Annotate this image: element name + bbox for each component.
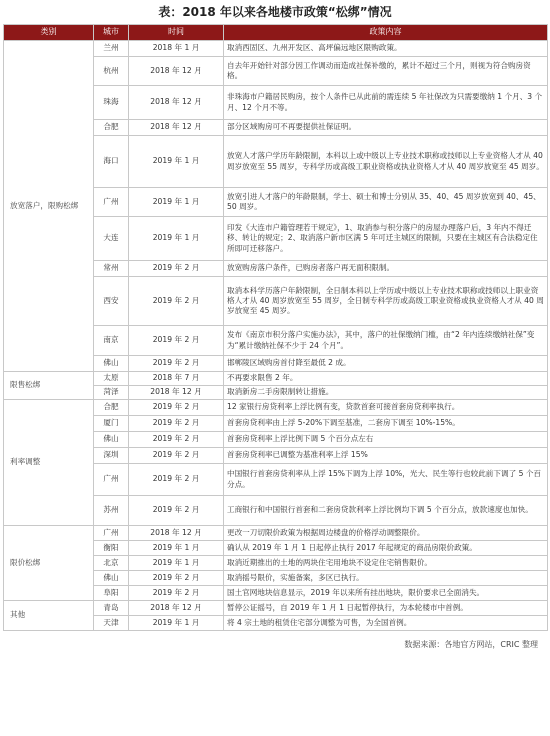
table-row — [4, 601, 548, 616]
city-cell: 厦门 — [94, 416, 129, 432]
content-cell: 取消西固区、九州开发区、高坪偏远地区限购政策。 — [224, 41, 548, 57]
content-cell: 非珠海市户籍居民购房，按个人条件已从此前的需连续 5 年社保改为只需要缴纳 1 个月、3 个月、12 个月不等。 — [224, 86, 548, 120]
city-cell: 太原 — [94, 372, 129, 386]
city-cell: 阜阳 — [94, 586, 129, 601]
category-cell: 其他 — [4, 601, 94, 631]
city-cell: 南京 — [94, 326, 129, 356]
city-cell: 合肥 — [94, 120, 129, 136]
table-header-row — [4, 25, 548, 41]
content-cell: 首套房贷利率上浮比例下调 5 个百分点左右 — [224, 432, 548, 448]
city-cell: 深圳 — [94, 448, 129, 464]
content-cell: 更改一刀切限价政策为根据周边楼盘的价格浮动调整限价。 — [224, 526, 548, 541]
city-cell: 佛山 — [94, 432, 129, 448]
city-cell: 广州 — [94, 188, 129, 217]
header-city: 城市 — [94, 25, 129, 41]
city-cell: 苏州 — [94, 496, 129, 526]
city-cell: 青岛 — [94, 601, 129, 616]
content-cell: 首套房贷利率已调整为基准利率上浮 15% — [224, 448, 548, 464]
content-cell: 放宽购房落户条件，已购房者落户再无面积限制。 — [224, 261, 548, 277]
time-cell: 2018 年 1 月 — [129, 41, 224, 57]
city-cell: 衡阳 — [94, 541, 129, 556]
city-cell: 菏泽 — [94, 386, 129, 400]
time-cell: 2019 年 2 月 — [129, 356, 224, 372]
data-source-note: 数据来源：各地官方网站，CRIC 整理 — [404, 640, 538, 649]
table-title: 表：2018 年以来各地楼市政策“松绑”情况 — [158, 5, 392, 19]
time-cell: 2019 年 1 月 — [129, 541, 224, 556]
header-content: 政策内容 — [224, 25, 548, 41]
city-cell: 西安 — [94, 277, 129, 326]
content-cell: 首套房贷利率由上浮 5-20%下调至基准，二套房下调至 10%-15%。 — [224, 416, 548, 432]
content-cell: 取消近期推出的土地的两块住宅用地块不设定住宅销售限价。 — [224, 556, 548, 571]
content-cell: 不再要求限售 2 年。 — [224, 372, 548, 386]
header-category: 类别 — [4, 25, 94, 41]
content-cell: 12 家银行房贷利率上浮比例有变，贷款首套可接首套房贷利率执行。 — [224, 400, 548, 416]
content-cell: 放宽人才落户学历年龄限制，本科以上或中级以上专业技术职称或技师以上专业资格人才从 40 周岁放宽至 55 周岁，专科学历或高级工职业资格或执业资格人才从 40 周岁放宽至 45 周岁。 — [224, 136, 548, 188]
time-cell: 2019 年 2 月 — [129, 261, 224, 277]
time-cell: 2019 年 1 月 — [129, 556, 224, 571]
table-row — [4, 400, 548, 416]
time-cell: 2018 年 12 月 — [129, 386, 224, 400]
city-cell: 兰州 — [94, 41, 129, 57]
time-cell: 2019 年 1 月 — [129, 188, 224, 217]
time-cell: 2019 年 2 月 — [129, 571, 224, 586]
category-cell: 利率调整 — [4, 400, 94, 526]
category-cell: 限价松绑 — [4, 526, 94, 601]
city-cell: 珠海 — [94, 86, 129, 120]
content-cell: 自去年开始针对部分因工作调动而造成社保补缴的，累计不超过三个月，则视为符合购房资格。 — [224, 57, 548, 86]
table-row — [4, 372, 548, 386]
city-cell: 广州 — [94, 464, 129, 496]
time-cell: 2019 年 2 月 — [129, 277, 224, 326]
content-cell: 部分区域购房可不再要提供社保证明。 — [224, 120, 548, 136]
city-cell: 北京 — [94, 556, 129, 571]
content-cell: 取消新房二手房限制转让措施。 — [224, 386, 548, 400]
policy-table — [3, 24, 548, 631]
time-cell: 2019 年 2 月 — [129, 432, 224, 448]
city-cell: 海口 — [94, 136, 129, 188]
table-row — [4, 41, 548, 57]
content-cell: 国土官网地块信息显示，2019 年以来所有挂出地块，限价要求已全面消失。 — [224, 586, 548, 601]
content-cell: 放宽引进人才落户的年龄限制，学士、硕士和博士分别从 35、40、45 周岁放宽到 40、45、50 周岁。 — [224, 188, 548, 217]
city-cell: 常州 — [94, 261, 129, 277]
time-cell: 2019 年 2 月 — [129, 448, 224, 464]
city-cell: 广州 — [94, 526, 129, 541]
category-cell: 放宽落户，限购松绑 — [4, 41, 94, 372]
time-cell: 2019 年 2 月 — [129, 586, 224, 601]
content-cell: 取消本科学历落户年龄限制，全日制本科以上学历或中级以上专业技术职称或技师以上职业资格人才从 40 周岁放宽至 55 周岁，全日制专科学历或高级工职业资格或执业资格人才从 40 周岁放宽至 45 周岁。 — [224, 277, 548, 326]
city-cell: 佛山 — [94, 356, 129, 372]
time-cell: 2018 年 12 月 — [129, 120, 224, 136]
city-cell: 大连 — [94, 217, 129, 261]
content-cell: 取消摇号限价，实施备案，多区已执行。 — [224, 571, 548, 586]
time-cell: 2019 年 1 月 — [129, 217, 224, 261]
time-cell: 2018 年 12 月 — [129, 86, 224, 120]
content-cell: 工商银行和中国银行首套和二套房贷款利率上浮比例均下调 5 个百分点，放款速度也加快。 — [224, 496, 548, 526]
time-cell: 2018 年 7 月 — [129, 372, 224, 386]
time-cell: 2019 年 2 月 — [129, 464, 224, 496]
content-cell: 中国银行首套房贷利率从上浮 15%下调为上浮 10%，光大、民生等行也较此前下调了 5 个百分点。 — [224, 464, 548, 496]
content-cell: 将 4 宗土地的租赁住宅部分调整为可售，为全国首例。 — [224, 616, 548, 631]
time-cell: 2019 年 1 月 — [129, 616, 224, 631]
time-cell: 2019 年 2 月 — [129, 496, 224, 526]
content-cell: 邯郸陵区域购房首付降至最低 2 成。 — [224, 356, 548, 372]
city-cell: 杭州 — [94, 57, 129, 86]
content-cell: 确认从 2019 年 1 月 1 日起停止执行 2017 年起规定的商品房限价政策。 — [224, 541, 548, 556]
time-cell: 2019 年 2 月 — [129, 326, 224, 356]
time-cell: 2019 年 2 月 — [129, 400, 224, 416]
time-cell: 2019 年 2 月 — [129, 416, 224, 432]
time-cell: 2018 年 12 月 — [129, 601, 224, 616]
content-cell: 印发《大连市户籍管理若干规定》，1、取消参与积分落户的房屋办理落户后，3 年内不得迁移、转让的规定；2、取消落户新市区满 5 年可迁主城区的限制，只要在主城区有合法稳定住所即可迁移落户。 — [224, 217, 548, 261]
time-cell: 2018 年 12 月 — [129, 526, 224, 541]
time-cell: 2018 年 12 月 — [129, 57, 224, 86]
category-cell: 限售松绑 — [4, 372, 94, 400]
table-row — [4, 526, 548, 541]
city-cell: 天津 — [94, 616, 129, 631]
header-time: 时间 — [129, 25, 224, 41]
time-cell: 2019 年 1 月 — [129, 136, 224, 188]
city-cell: 佛山 — [94, 571, 129, 586]
content-cell: 发布《南京市积分落户实施办法》，其中，落户的社保缴纳门槛，由“2 年内连续缴纳社保”变为“累计缴纳社保不少于 24 个月”。 — [224, 326, 548, 356]
city-cell: 合肥 — [94, 400, 129, 416]
table-body — [4, 41, 548, 631]
content-cell: 暂停公证摇号，自 2019 年 1 月 1 日起暂停执行，为本轮楼市中首例。 — [224, 601, 548, 616]
